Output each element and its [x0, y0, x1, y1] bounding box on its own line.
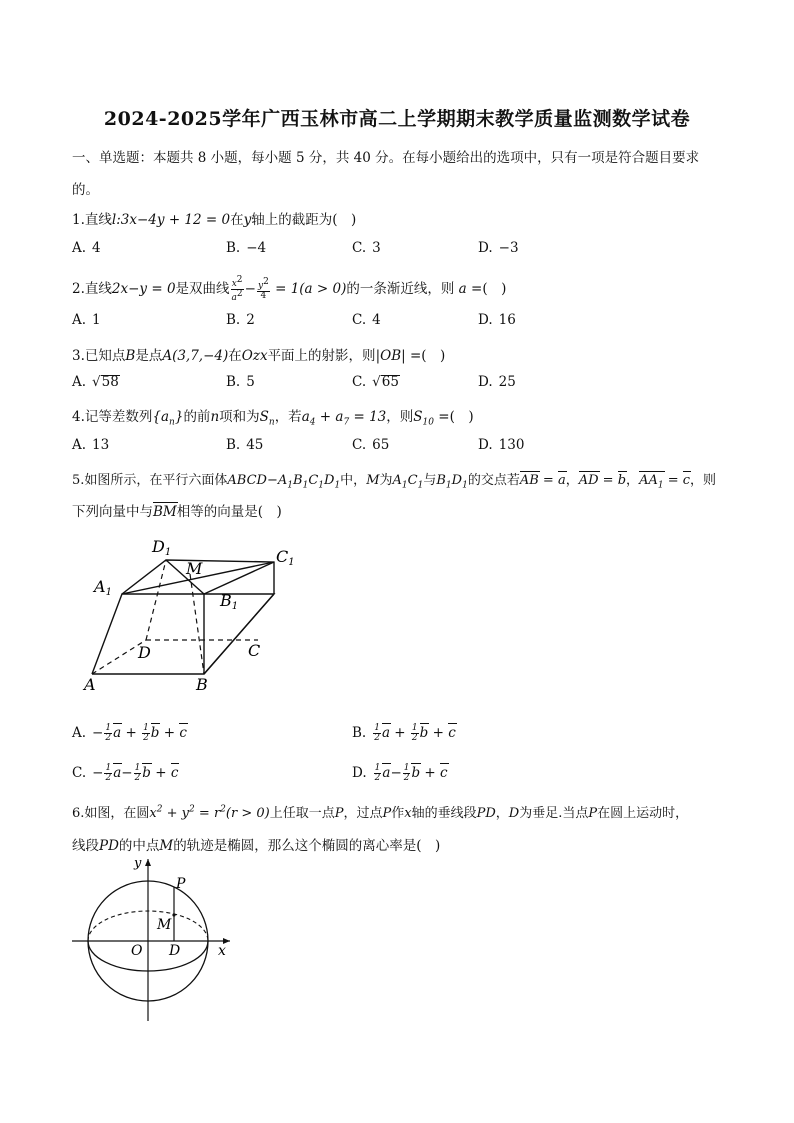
q3-option-b[interactable]	[226, 374, 255, 390]
label-x: x	[218, 943, 226, 959]
option-label: A.	[72, 725, 87, 741]
section-instructions-line2: 的。	[72, 182, 99, 198]
option-value: −3	[498, 240, 519, 256]
label-b: B	[196, 675, 208, 692]
option-expression: $\frac{1}{2}$ a + $\frac{1}{2}$ b + c	[374, 723, 456, 743]
q3-option-d[interactable]	[478, 374, 516, 390]
label-o: O	[131, 943, 143, 959]
option-label: D.	[352, 765, 367, 781]
question-text: 是双曲线	[175, 281, 230, 297]
math-expr: l:3x−4y + 12 = 0	[111, 212, 231, 228]
question-text: 已知点	[84, 348, 126, 364]
option-label: B.	[226, 374, 241, 390]
q2-option-b[interactable]	[226, 312, 255, 328]
option-value: 130	[498, 437, 525, 453]
option-label: C.	[352, 240, 367, 256]
option-label: B.	[226, 312, 241, 328]
question-text: 下列向量中与	[72, 504, 153, 520]
q5-option-c[interactable]	[72, 764, 178, 783]
label-p: P	[176, 876, 186, 892]
question-text: 记等差数列	[84, 409, 153, 425]
math-var: M	[366, 473, 380, 488]
option-label: C.	[352, 374, 367, 390]
question-text: 直线	[84, 281, 112, 297]
section-instructions-line1: 一、单选题：本题共 8 小题，每小题 5 分，共 40 分。在每小题给出的选项中，只有一项是符合题目要求	[72, 150, 700, 166]
label-a: A	[84, 675, 96, 692]
math-expr: $a_4 + a_7 = 13$	[301, 409, 387, 428]
label-a1: A1	[94, 577, 112, 598]
question-text: 的中点	[118, 838, 160, 854]
q4-option-b[interactable]	[226, 437, 263, 453]
math-expr: $x^2 + y^2 = r^2(r > 0)$	[149, 804, 270, 821]
math-expr: 2x−y = 0	[111, 281, 176, 297]
q2-option-a[interactable]	[72, 312, 101, 328]
label-y: y	[134, 856, 142, 871]
label-m: M	[157, 917, 172, 933]
q1-option-b[interactable]	[226, 240, 266, 256]
question-text: ，则	[690, 473, 717, 488]
question-number: 1.	[72, 212, 85, 228]
question-number: 6.	[72, 806, 85, 821]
hidden-edges	[92, 560, 261, 674]
option-label: A.	[72, 437, 87, 453]
q1-option-d[interactable]	[478, 240, 519, 256]
option-label: D.	[478, 437, 493, 453]
q5-option-d[interactable]	[352, 764, 448, 783]
option-value: 1	[92, 312, 101, 328]
math-expr: |OB| =	[375, 348, 422, 364]
option-value: −4	[246, 240, 267, 256]
option-label: B.	[226, 437, 241, 453]
label-m: M	[186, 559, 203, 578]
option-expression: − $\frac{1}{2}$ a + $\frac{1}{2}$ b + c	[92, 723, 187, 743]
question-text: ，过点	[343, 806, 383, 821]
page-title: 2024-2025学年广西玉林市高二上学期期末教学质量监测数学试卷	[103, 108, 691, 130]
q3-option-c[interactable]: C. √65	[352, 374, 399, 390]
question-text: ( )	[449, 409, 474, 425]
question-number: 4.	[72, 409, 85, 425]
question-text: 与	[423, 473, 437, 488]
option-value: 2	[246, 312, 255, 328]
option-label: B.	[226, 240, 241, 256]
question-text: 直线	[84, 212, 112, 228]
option-value: 65	[381, 374, 399, 390]
q4-option-d[interactable]	[478, 437, 524, 453]
math-expr: $S_{10}$ =	[413, 409, 450, 428]
question-text: 平面上的射影，则	[267, 348, 376, 364]
question-text: 中，	[340, 473, 367, 488]
edge-b1c1	[204, 562, 274, 594]
parallelepiped-figure	[80, 532, 300, 692]
question-4	[72, 405, 474, 428]
section-instructions	[72, 146, 699, 166]
question-number: 2.	[72, 281, 85, 297]
q4-option-a[interactable]	[72, 437, 109, 453]
math-expr: $S_n$	[259, 409, 275, 428]
option-expression: $\frac{1}{2}$ a− $\frac{1}{2}$ b + c	[374, 763, 448, 783]
question-text: 如图所示，在平行六面体	[84, 473, 228, 488]
question-text: 在圆上运动时，	[597, 806, 689, 821]
question-number: 5.	[72, 473, 85, 488]
label-d: D	[169, 943, 181, 959]
option-label: A.	[72, 240, 87, 256]
q2-option-d[interactable]	[478, 312, 516, 328]
question-number: 3.	[72, 348, 85, 364]
question-text: 线段	[72, 838, 99, 854]
question-text: 在	[230, 212, 244, 228]
q1-option-a[interactable]	[72, 240, 101, 256]
option-value: 13	[92, 437, 110, 453]
question-text: 的一条渐近线，则	[346, 281, 455, 297]
option-label: A.	[72, 374, 87, 390]
q1-option-c[interactable]	[352, 240, 381, 256]
question-text: 轴上的截距为( )	[251, 212, 357, 228]
question-text: ，则	[386, 409, 414, 425]
q5-option-a[interactable]	[72, 724, 187, 743]
label-c1: C1	[276, 547, 295, 568]
option-label: A.	[72, 312, 87, 328]
option-expression: − $\frac{1}{2}$ a− $\frac{1}{2}$ b + c	[92, 763, 179, 783]
question-text: 为	[379, 473, 393, 488]
question-5-line2: 下列向量中与BM相等的向量是( )	[72, 504, 282, 520]
option-label: C.	[352, 312, 367, 328]
question-text: 轴的垂线段	[411, 806, 477, 821]
question-2: 2.直线2x−y = 0是双曲线 $\frac{x^2}{a^2}$ − $\frac{y^2}{4}$ = 1(a > 0)的一条渐近线，则 a =( )	[72, 275, 507, 303]
question-text: 上任取一点	[269, 806, 335, 821]
q4-option-c[interactable]	[352, 437, 389, 453]
option-value: 16	[498, 312, 516, 328]
option-label: D.	[478, 312, 493, 328]
option-value: 25	[498, 374, 516, 390]
point-m	[172, 913, 175, 916]
option-label: B.	[352, 725, 367, 741]
label-c: C	[248, 641, 261, 660]
question-text: 的交点若	[467, 473, 520, 488]
q3-option-a[interactable]: A. √58	[72, 374, 119, 390]
question-5: 5.如图所示，在平行六面体$ABCD-A_1B_1C_1D_1$中，M为$A_1C_1$与$B_1D_1$的交点若AB = a，AD = b，$AA_1 = c$，则	[72, 473, 717, 491]
question-text: ，若	[274, 409, 302, 425]
q2-option-c[interactable]	[352, 312, 381, 328]
math-var: n	[210, 409, 220, 425]
option-label: C.	[72, 765, 87, 781]
solid-edges	[92, 560, 274, 674]
fraction: $\frac{y^2}{4}$	[257, 277, 269, 301]
question-text: 在	[228, 348, 242, 364]
question-text: 项和为	[219, 409, 260, 425]
question-text: 的轨迹是椭圆，那么这个椭圆的离心率是( )	[173, 838, 441, 854]
option-value: 3	[372, 240, 381, 256]
label-b1: B1	[220, 591, 239, 612]
question-text: 相等的向量是( )	[176, 504, 282, 520]
question-text: 作	[391, 806, 405, 821]
option-value: 45	[246, 437, 264, 453]
question-text: 为垂足.当点	[519, 806, 589, 821]
question-1	[72, 208, 356, 228]
question-text: ( )	[421, 348, 446, 364]
math-var: B	[125, 348, 136, 364]
section-instructions-line2-wrap	[72, 178, 99, 198]
circle-ellipse-figure	[70, 855, 240, 1025]
option-value: 5	[246, 374, 255, 390]
fraction: $\frac{x^2}{a^2}$	[231, 275, 243, 303]
option-label: C.	[352, 437, 367, 453]
option-value: 4	[372, 312, 381, 328]
question-text: ，	[495, 806, 509, 821]
math-expr: A(3,7,−4)	[162, 348, 229, 364]
option-label: D.	[478, 374, 493, 390]
question-6-line2: 线段PD的中点M的轨迹是椭圆，那么这个椭圆的离心率是( )	[72, 838, 441, 854]
option-value: 58	[101, 374, 119, 390]
question-text: 如图，在圆	[84, 806, 150, 821]
math-var: y	[243, 212, 252, 228]
q5-option-b[interactable]	[352, 724, 456, 743]
label-d1: D1	[152, 537, 172, 558]
option-value: 4	[92, 240, 101, 256]
question-6: 6.如图，在圆$x^2 + y^2 = r^2(r > 0)$上任取一点P，过点P作x轴的垂线段PD，D为垂足.当点P在圆上运动时，	[72, 804, 689, 821]
edge-bc	[204, 594, 274, 674]
question-3	[72, 344, 445, 364]
label-d: D	[138, 643, 151, 662]
option-value: 65	[372, 437, 390, 453]
question-text: 是点	[135, 348, 163, 364]
question-text: ( )	[482, 281, 507, 297]
y-axis-arrow	[145, 859, 151, 866]
math-expr: $\{a_n\}$	[152, 409, 184, 428]
math-var: Ozx	[241, 348, 268, 364]
question-text: 的前	[183, 409, 211, 425]
math-expr: $ABCD-A_1B_1C_1D_1$	[227, 473, 341, 491]
option-label: D.	[478, 240, 493, 256]
